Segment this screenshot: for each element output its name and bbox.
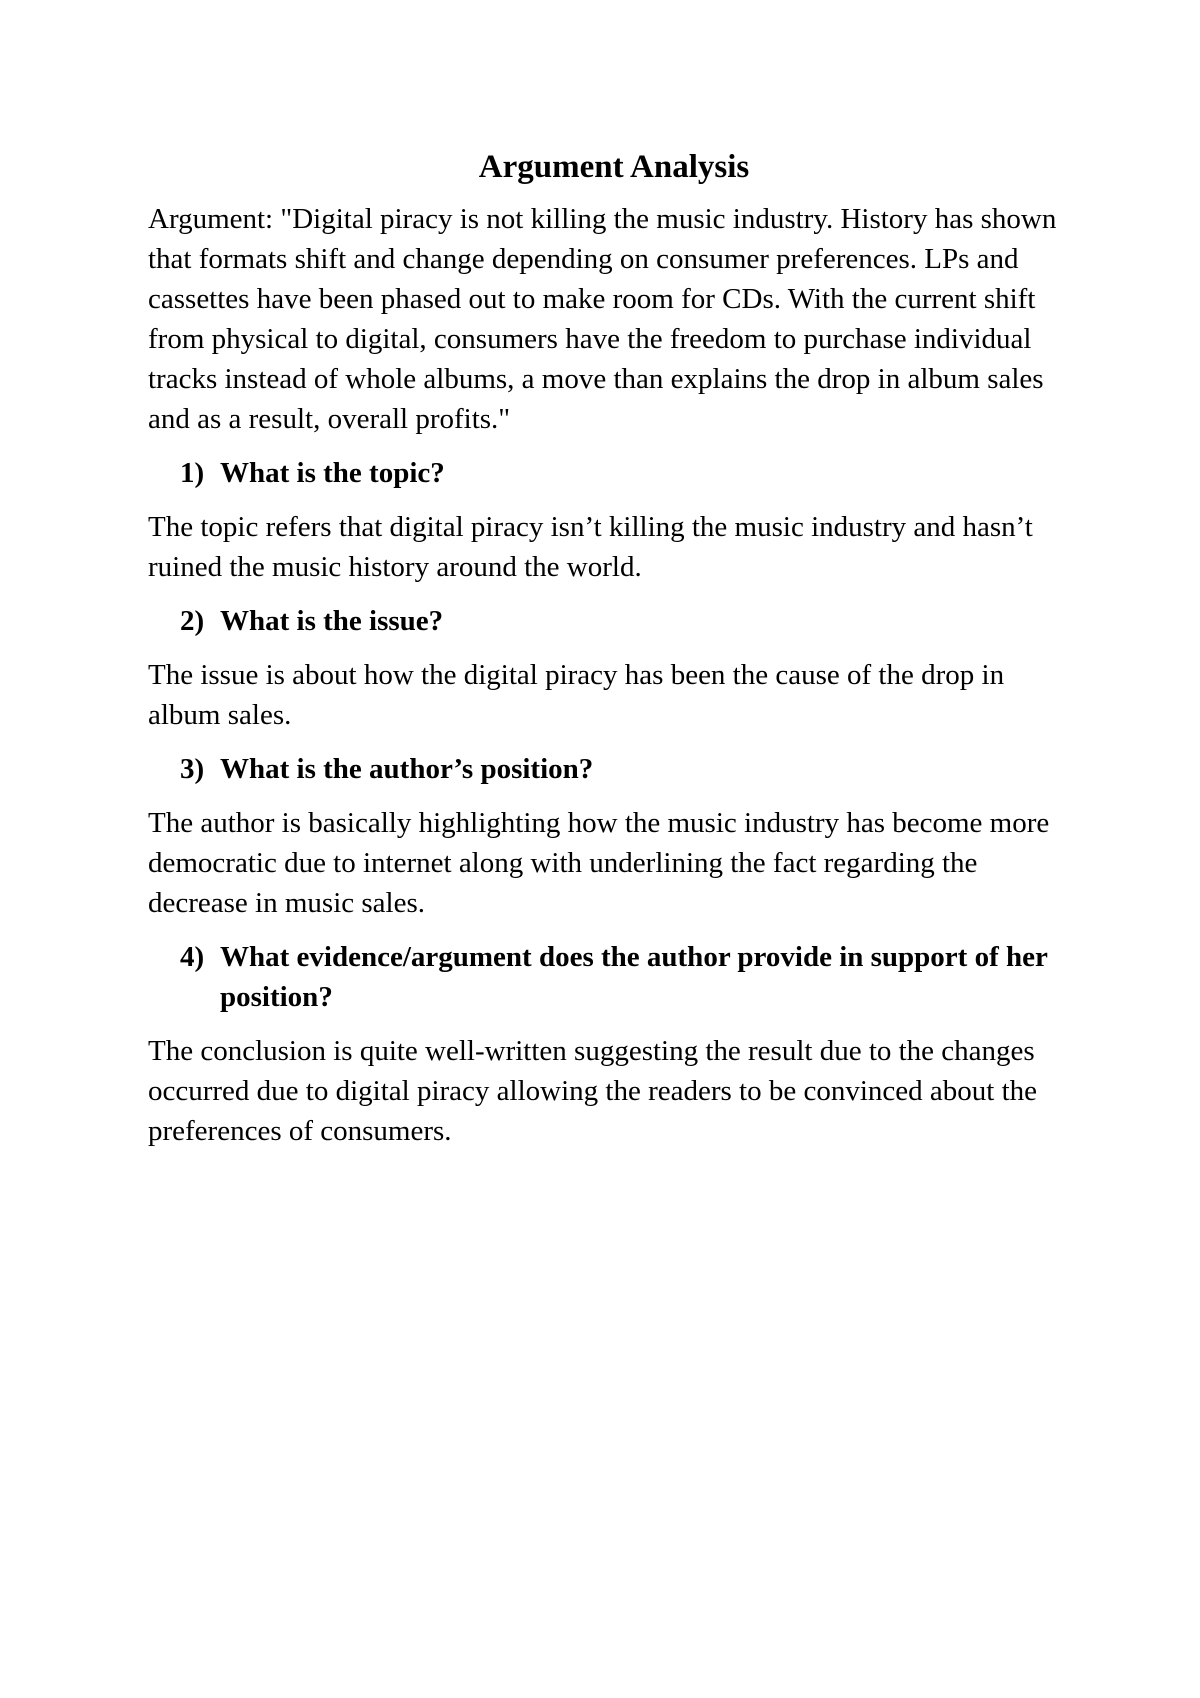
argument-paragraph: Argument: "Digital piracy is not killing the music industry. History has shown that formats shift and change depending on consumer preferences. LPs and cassettes have been phased out to make room for CDs. With the current shift from physical to digital, consumers have the freedom to purchase individual tracks instead of whole albums, a move than explains the drop in album sales and as a result, overall profits." bbox=[148, 203, 1057, 435]
document-title: Argument Analysis bbox=[478, 149, 750, 185]
question-1 bbox=[148, 453, 1068, 493]
question-3 bbox=[148, 749, 1068, 789]
question-number: 2) bbox=[180, 605, 205, 637]
question-text: What is the author’s position? bbox=[220, 753, 594, 785]
question-text: What is the issue? bbox=[220, 605, 444, 637]
question-4 bbox=[148, 937, 1068, 1017]
answer-1: The topic refers that digital piracy isn’t killing the music industry and hasn’t ruined the music history around the world. bbox=[148, 511, 1033, 583]
question-text: What evidence/argument does the author provide in support of her position? bbox=[220, 941, 1048, 1013]
answer-4: The conclusion is quite well-written suggesting the result due to the changes occurred due to digital piracy allowing the readers to be convinced about the preferences of consumers. bbox=[148, 1035, 1038, 1147]
answer-2: The issue is about how the digital piracy has been the cause of the drop in album sales. bbox=[148, 659, 1005, 731]
question-2 bbox=[148, 601, 1068, 641]
question-number: 4) bbox=[180, 941, 205, 973]
question-text: What is the topic? bbox=[220, 457, 445, 489]
question-number: 3) bbox=[180, 753, 205, 785]
answer-3: The author is basically highlighting how the music industry has become more democratic due to internet along with underlining the fact regarding the decrease in music sales. bbox=[148, 807, 1050, 919]
question-number: 1) bbox=[180, 457, 205, 489]
